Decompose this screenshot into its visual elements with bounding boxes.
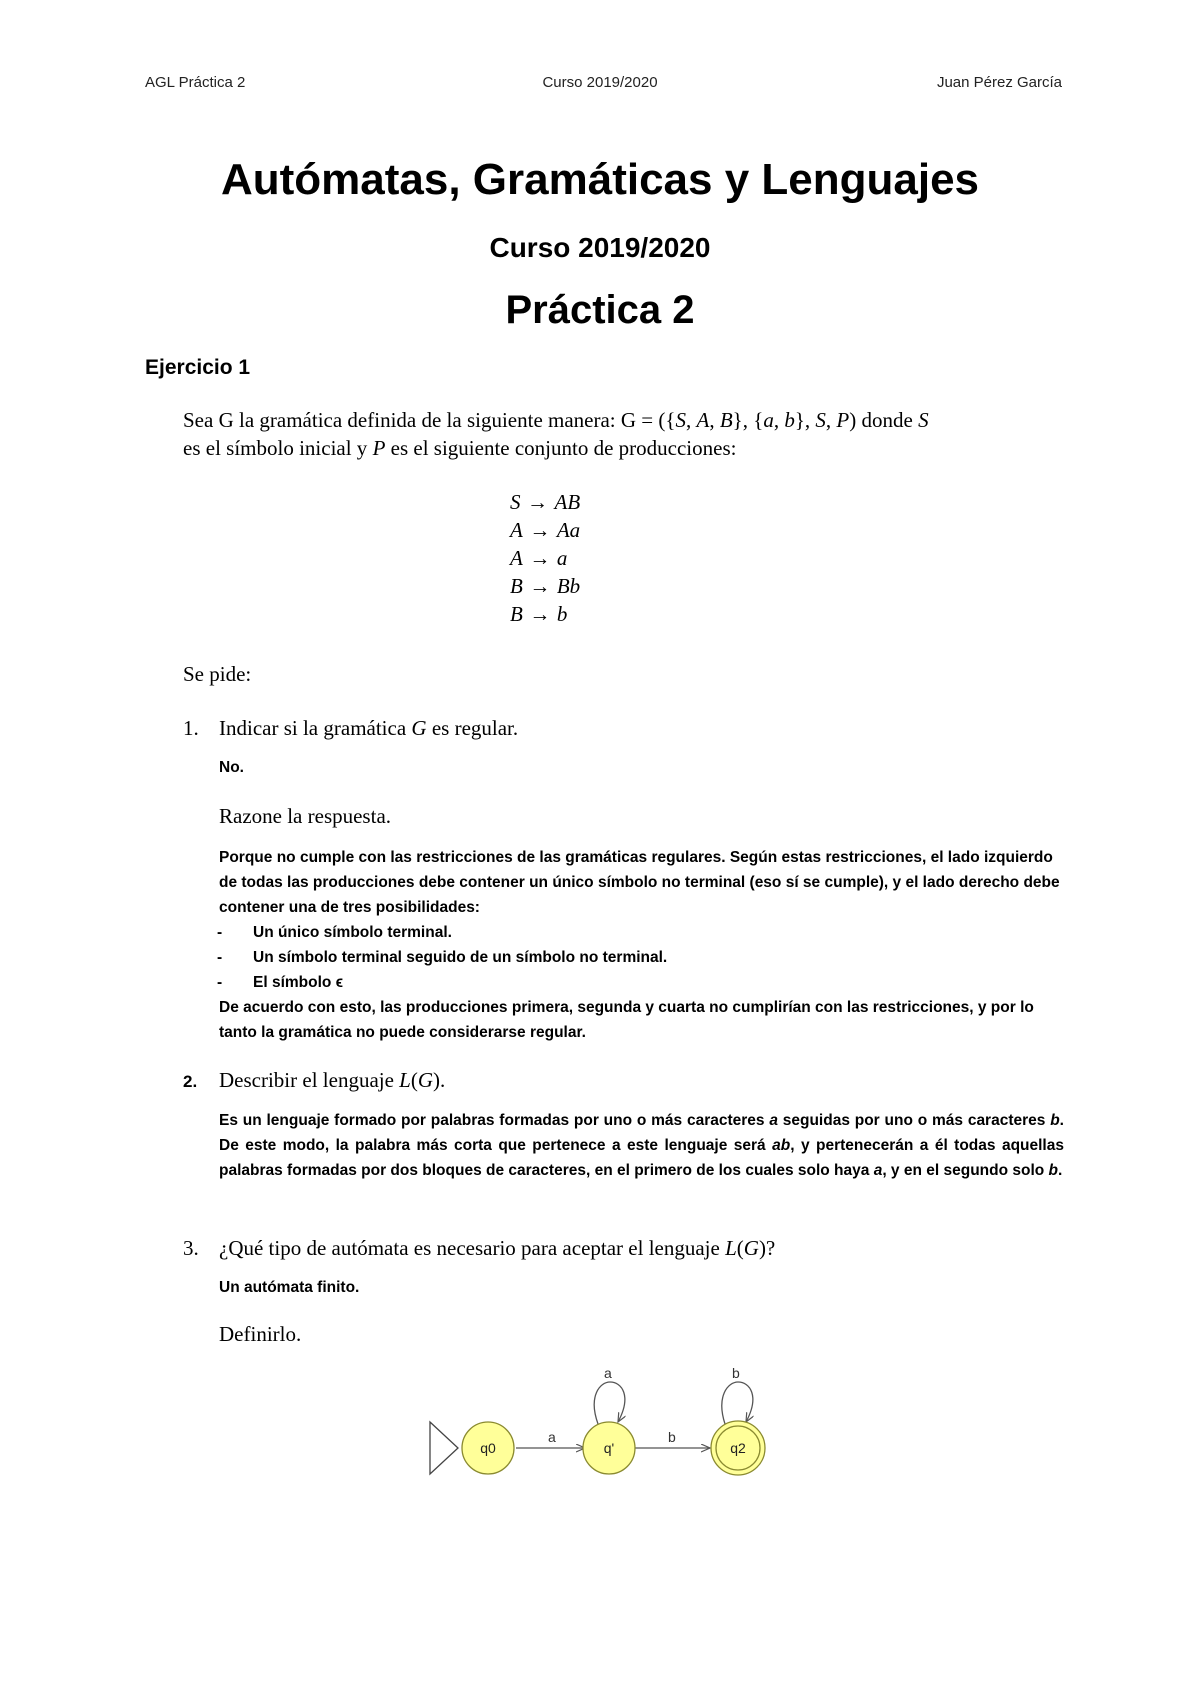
state-label: q2: [730, 1440, 746, 1456]
question-1-reasoning: [219, 845, 1064, 1045]
production: B → b: [510, 602, 568, 626]
reason-paragraph-1: Porque no cumple con las restricciones de las gramáticas regulares. Según estas restricciones, el lado izquierdo de todas las producciones debe contener un único símbolo no terminal (eso sí se cumple), y el lado derecho debe contener una de tres posibilidades:: [219, 849, 1060, 916]
bullet-item: - El símbolo ϵ: [217, 974, 344, 991]
practica-title: Práctica 2: [505, 288, 695, 332]
bullet-item: - Un único símbolo terminal.: [217, 924, 452, 941]
header-center: Curso 2019/2020: [542, 74, 658, 91]
exercise-heading: Ejercicio 1: [145, 356, 251, 379]
transition-label: a: [604, 1365, 612, 1381]
state-label: q': [603, 1440, 615, 1456]
transition-label: b: [668, 1429, 676, 1445]
question-2-text: Describir el lenguaje L(G).: [219, 1068, 446, 1092]
question-1-text: Indicar si la gramática G es regular.: [219, 716, 519, 740]
razone-label: Razone la respuesta.: [219, 804, 392, 828]
automaton-diagram: [420, 1360, 800, 1490]
se-pide-label: Se pide:: [183, 662, 252, 686]
productions-list: [510, 488, 580, 628]
state-label: q0: [480, 1440, 496, 1456]
transition-label: b: [732, 1365, 740, 1381]
production: S → AB: [510, 490, 581, 514]
bullet-item: - Un símbolo terminal seguido de un símbolo no terminal.: [217, 949, 668, 966]
production: A → Aa: [510, 518, 581, 542]
intro-line-2: es el símbolo inicial y P es el siguiente conjunto de producciones:: [183, 436, 737, 460]
reason-paragraph-2: De acuerdo con esto, las producciones primera, segunda y cuarta no cumplirían con las restricciones, y por lo tanto la gramática no puede considerarse regular.: [219, 999, 1034, 1041]
document-title: Autómatas, Gramáticas y Lenguajes: [220, 155, 980, 204]
document-subtitle: Curso 2019/2020: [489, 232, 711, 263]
definirlo-label: Definirlo.: [219, 1322, 302, 1346]
question-2-number: 2.: [183, 1072, 198, 1091]
production: B → Bb: [510, 574, 581, 598]
question-3-number: 3.: [183, 1236, 199, 1260]
transition-q1-loop: [594, 1382, 625, 1424]
question-3-text: ¿Qué tipo de autómata es necesario para aceptar el lenguaje L(G)?: [219, 1236, 776, 1260]
question-2-answer: Es un lenguaje formado por palabras formadas por uno o más caracteres a seguidas por uno o más caracteres b. De este modo, la palabra más corta que pertenece a este lenguaje será ab, y pertenecerán a él todas aquellas palabras formadas por dos bloques de caracteres, en el primero de los cuales solo haya a, y en el segundo solo b.: [219, 1112, 1064, 1179]
transition-q2-loop: [722, 1382, 753, 1424]
question-1-answer: No.: [219, 759, 244, 776]
question-1-number: 1.: [183, 716, 199, 740]
intro-line-1: Sea G la gramática definida de la siguiente manera: G = ({S, A, B}, {a, b}, S, P) donde S: [183, 408, 929, 432]
initial-state-marker: [430, 1422, 458, 1474]
transition-label: a: [548, 1429, 556, 1445]
question-3-answer: Un autómata finito.: [219, 1279, 360, 1296]
intro-paragraph: [183, 406, 1063, 462]
header-right: Juan Pérez García: [936, 74, 1062, 91]
header-left: AGL Práctica 2: [145, 74, 246, 91]
production: A → a: [510, 546, 568, 570]
